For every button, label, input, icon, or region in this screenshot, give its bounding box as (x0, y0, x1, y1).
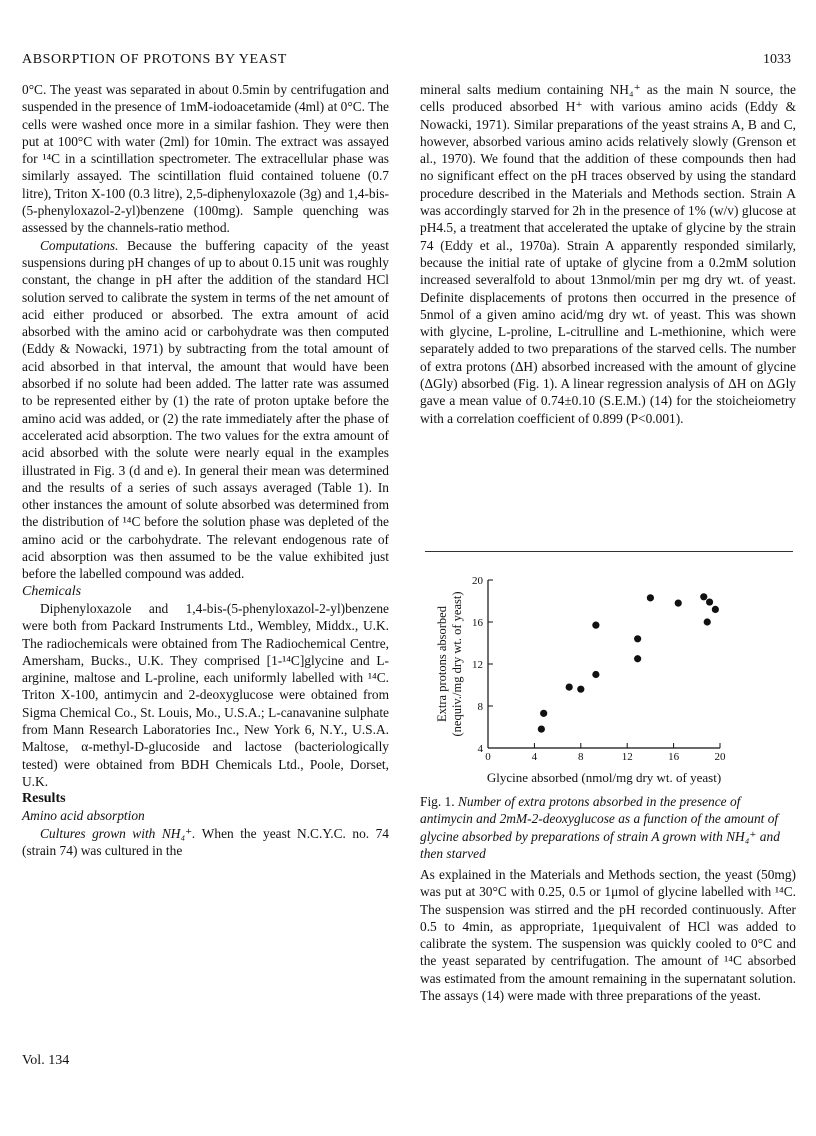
left-column (22, 81, 389, 859)
paragraph: mineral salts medium containing NH₄⁺ as the main N source, the cells produced absorbed H⁺ with various amino acids (Eddy & Nowacki, 1971). Similar preparations of the yeast strains A, B and C, however, absorbed various amino acids relatively slowly (Grenson et al., 1970). We found that the addition of these compounds then had no significant effect on the pH traces observed by using the standard procedure described in the Materials and Methods section. Strain A was accordingly starved for 2h in the presence of 1% (w/v) glucose at pH4.5, a treatment that accelerated the uptake of glycine by the strain 74 (Eddy et al., 1970a). Strain A apparently responded similarly, because the initial rate of uptake of glycine from a 0.2mM solution increased severalfold to about 13nmol/min per mg dry wt. of yeast. Definite displacements of protons then occurred in the presence of 5nmol of a given amino acid/mg dry wt. of yeast. This was shown with glycine, L-proline, L-citrulline and L-methionine, which were separately added to two preparations of the starved cells. The number of extra protons (ΔH) absorbed increased with the amount of glycine (ΔGly) absorbed (Fig. 1). A linear regression analysis of ΔH on ΔGly gave a mean value of 0.74±0.10 (S.E.M.) (14) for the stoicheiometry with a correlation coefficient of 0.899 (P<0.001). (420, 82, 796, 426)
cultures-paragraph (22, 825, 389, 860)
data-point (538, 726, 545, 733)
computations-text: Because the buffering capacity of the yeast suspensions during pH changes of up to about 0.15 unit was roughly constant, the change in pH after the addition of the standard HCl solution served to calibrate the system in terms of the net amount of acid either produced or absorbed. The extra amount of acid absorbed with the amino acid or carbohydrate was then computed (Eddy & Nowacki, 1971) by subtracting from the total amount of acid absorbed in that interval, the amount that would have been absorbed if no solute had been added. The latter rate was assumed to be represented either by (1) the rate of proton uptake before the amino acid was added, or (2) the rate immediately after the phase of accelerated acid absorption. The two values for the extra amount of acid absorbed with the solute were nearly equal in the examples illustrated in Fig. 3 (d and e). In general their mean was determined and the results of a series of such assays averaged (Table 1). In other instances the amount of solute absorbed was determined from the distribution of ¹⁴C before the solution phase was depleted of the amino acid or the carbohydrate. The relevant endogenous rate of acid absorption was then assumed to be the value exhibited just before the labelled compound was added. (22, 237, 389, 582)
data-point (712, 606, 719, 613)
y-axis-label-units: (nequiv./mg dry wt. of yeast) (450, 591, 464, 737)
results-heading: Results (22, 791, 66, 807)
x-tick-label: 20 (714, 751, 726, 763)
y-tick-label: 8 (477, 701, 483, 713)
x-tick-label: 12 (621, 751, 633, 763)
x-tick-label: 8 (578, 751, 584, 763)
x-tick-label: 4 (531, 751, 538, 763)
data-point (592, 671, 599, 678)
method-paragraph (420, 866, 796, 1004)
x-tick-label: 16 (668, 751, 680, 763)
volume-label: Vol. 134 (22, 1053, 70, 1068)
data-point (700, 593, 707, 600)
data-point (540, 710, 547, 717)
figure-caption (420, 793, 796, 862)
data-point (675, 600, 682, 607)
x-axis-label: Glycine absorbed (nmol/mg dry wt. of yeast) (486, 770, 722, 785)
data-point (592, 622, 599, 629)
cultures-text: When the yeast N.C.Y.C. no. 74 (strain 74) was cultured in the (22, 825, 389, 859)
y-axis-label: Extra protons absorbed (435, 606, 449, 722)
y-tick-label: 16 (472, 617, 483, 629)
data-point (704, 618, 711, 625)
data-point (566, 684, 573, 691)
caption-text: Number of extra protons absorbed in the presence of antimycin and 2mM-2-deoxyglucose as a function of the amount of glycine absorbed by preparations of strain A grown with NH₄⁺ and then starved (420, 794, 780, 861)
data-point (577, 686, 584, 693)
cultures-heading: Cultures grown with NH₄⁺. (40, 825, 196, 841)
right-column (420, 81, 796, 427)
caption-label: Fig. 1. (420, 794, 455, 809)
computations-heading: Computations. (40, 237, 119, 253)
paragraph: 0°C. The yeast was separated in about 0.5min by centrifugation and suspended in the presence of 1mM-iodoacetamide (4ml) at 0°C. The cells were washed once more in a similar fashion. They were then put at 100°C with water (2ml) for 10min. The extract was assayed for ¹⁴C in a scintillation spectrometer. The extracellular phase was similarly assayed. The scintillation fluid contained toluene (0.7 litre), Triton X-100 (0.3 litre), 2,5-diphenyloxazole (3g) and 1,4-bis-(5-phenyloxazol-2-yl)benzene (100mg). Sample quenching was assessed by the channels-ratio method. (22, 82, 389, 236)
data-point (706, 598, 713, 605)
chemicals-text: Diphenyloxazole and 1,4-bis-(5-phenyloxazol-2-yl)benzene were both from Packard Instruments Ltd., Wembley, Middx., U.K. The radiochemicals were obtained from The Radiochemical Centre, Amersham, Bucks., U.K. They comprised [1-¹⁴C]glycine and L-arginine, maltose and L-proline, each uniformly labelled with ¹⁴C. Triton X-100, antimycin and 2-deoxyglucose were obtained from Sigma Chemical Co., St. Louis, Mo., U.S.A.; L-canavanine sulphate from Mann Research Laboratories Inc., New York 6, N.Y., U.S.A. Maltose, α-methyl-D-glucoside and lactose (bacteriologically tested) were obtained from BDH Chemicals Ltd., Poole, Dorset, U.K. (22, 600, 389, 789)
y-tick-label: 4 (477, 743, 483, 755)
computations-paragraph (22, 237, 389, 583)
y-tick-label: 20 (472, 575, 483, 587)
paragraph: As explained in the Materials and Methods section, the yeast (50mg) was put at 30°C with 0.25, 0.5 or 1μmol of glycine labelled with ¹⁴C. The suspension was stirred and the pH recorded continuously. After 0.5 to 4min, as appropriate, 1μequivalent of HCl was added to calibrate the system. The suspension was quickly cooled to 0°C and the yeast separated by centrifugation. The amount of ¹⁴C absorbed was estimated from the amount remaining in the supernatant solution. The assays (14) were made with three preparations of the yeast. (420, 867, 796, 1004)
data-point (647, 594, 654, 601)
data-point (634, 635, 641, 642)
divider (425, 551, 793, 552)
scatter-chart (430, 560, 770, 790)
page-number: 1033 (763, 52, 791, 67)
y-tick-label: 12 (472, 659, 483, 671)
amino-acid-heading: Amino acid absorption (22, 808, 145, 824)
running-title: ABSORPTION OF PROTONS BY YEAST (22, 52, 287, 67)
x-tick-label: 0 (485, 751, 491, 763)
chemicals-heading: Chemicals (22, 583, 82, 599)
data-point (634, 655, 641, 662)
